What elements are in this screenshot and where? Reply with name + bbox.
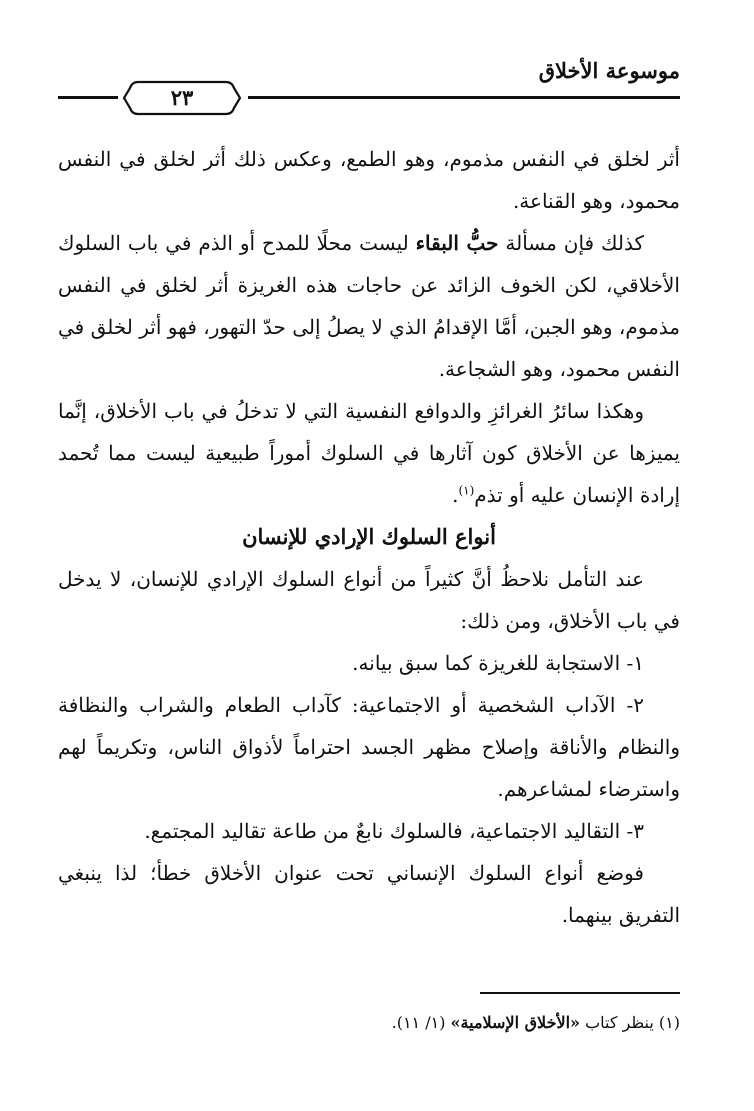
section-intro: عند التأمل نلاحظُ أنَّ كثيراً من أنواع السلوك الإرادي للإنسان، لا يدخل في باب الأخلاق، ومن ذلك:: [58, 567, 680, 633]
header-rule-left: [58, 96, 118, 99]
paragraph-2: [58, 222, 680, 390]
list-item-2: ٢- الآداب الشخصية أو الاجتماعية: كآداب الطعام والشراب والنظافة والنظام والأناقة وإصلاح مظهر الجسد احتراماً لأذواق الناس، وتكريماً لهم واسترضاء لمشاعرهم.: [58, 693, 680, 801]
footnote-prefix: (١) ينظر كتاب: [580, 1013, 680, 1032]
paragraph-2-rest: ليست محلًا للمدح أو الذم في باب السلوك الأخلاقي، لكن الخوف الزائد عن حاجات هذه الغريزة أثر لخلق في النفس مذموم، وهو الجبن، أمَّا الإقدامُ الذي لا يصلُ إلى حدّ التهور، فهو أثر لخلق في النفس محمود، وهو الشجاعة.: [58, 231, 680, 381]
book-title: موسوعة الأخلاق: [538, 58, 680, 83]
main-text: [58, 138, 680, 936]
page-header: [58, 58, 680, 120]
list-item-1: ١- الاستجابة للغريزة كما سبق بيانه.: [352, 651, 644, 675]
footnote-reference[interactable]: (١): [458, 483, 475, 498]
paragraph-3: [58, 390, 680, 516]
paragraph-2-emphasis: حبُّ البقاء: [415, 231, 499, 255]
footnote: [58, 1008, 680, 1038]
section-heading: أنواع السلوك الإرادي للإنسان: [242, 524, 496, 549]
page-number-frame: [120, 78, 244, 118]
page-number: ٢٣: [170, 85, 194, 110]
header-rule-right: [248, 96, 680, 99]
footnote-separator: [480, 992, 680, 994]
footnote-book-title: «الأخلاق الإسلامية»: [450, 1013, 581, 1032]
paragraph-1: أثر لخلق في النفس مذموم، وهو الطمع، وعكس ذلك أثر لخلق في النفس محمود، وهو القناعة.: [58, 147, 680, 213]
list-item-3: ٣- التقاليد الاجتماعية، فالسلوك نابعٌ من طاعة تقاليد المجتمع.: [144, 819, 644, 843]
section-conclusion: فوضع أنواع السلوك الإنساني تحت عنوان الأخلاق خطأ؛ لذا ينبغي التفريق بينهما.: [58, 861, 680, 927]
paragraph-2-start: كذلك فإن مسألة: [498, 231, 645, 255]
paragraph-3-end: .: [452, 483, 459, 507]
paragraph-3-text: وهكذا سائرُ الغرائزِ والدوافع النفسية التي لا تدخلُ في باب الأخلاق، إنَّما يميزها عن الأخلاق كون آثارها في السلوك أموراً طبيعية ليست مما تُحمد إرادة الإنسان عليه أو تذم: [58, 399, 680, 507]
footnote-suffix: (١/ ١١).: [391, 1013, 451, 1032]
